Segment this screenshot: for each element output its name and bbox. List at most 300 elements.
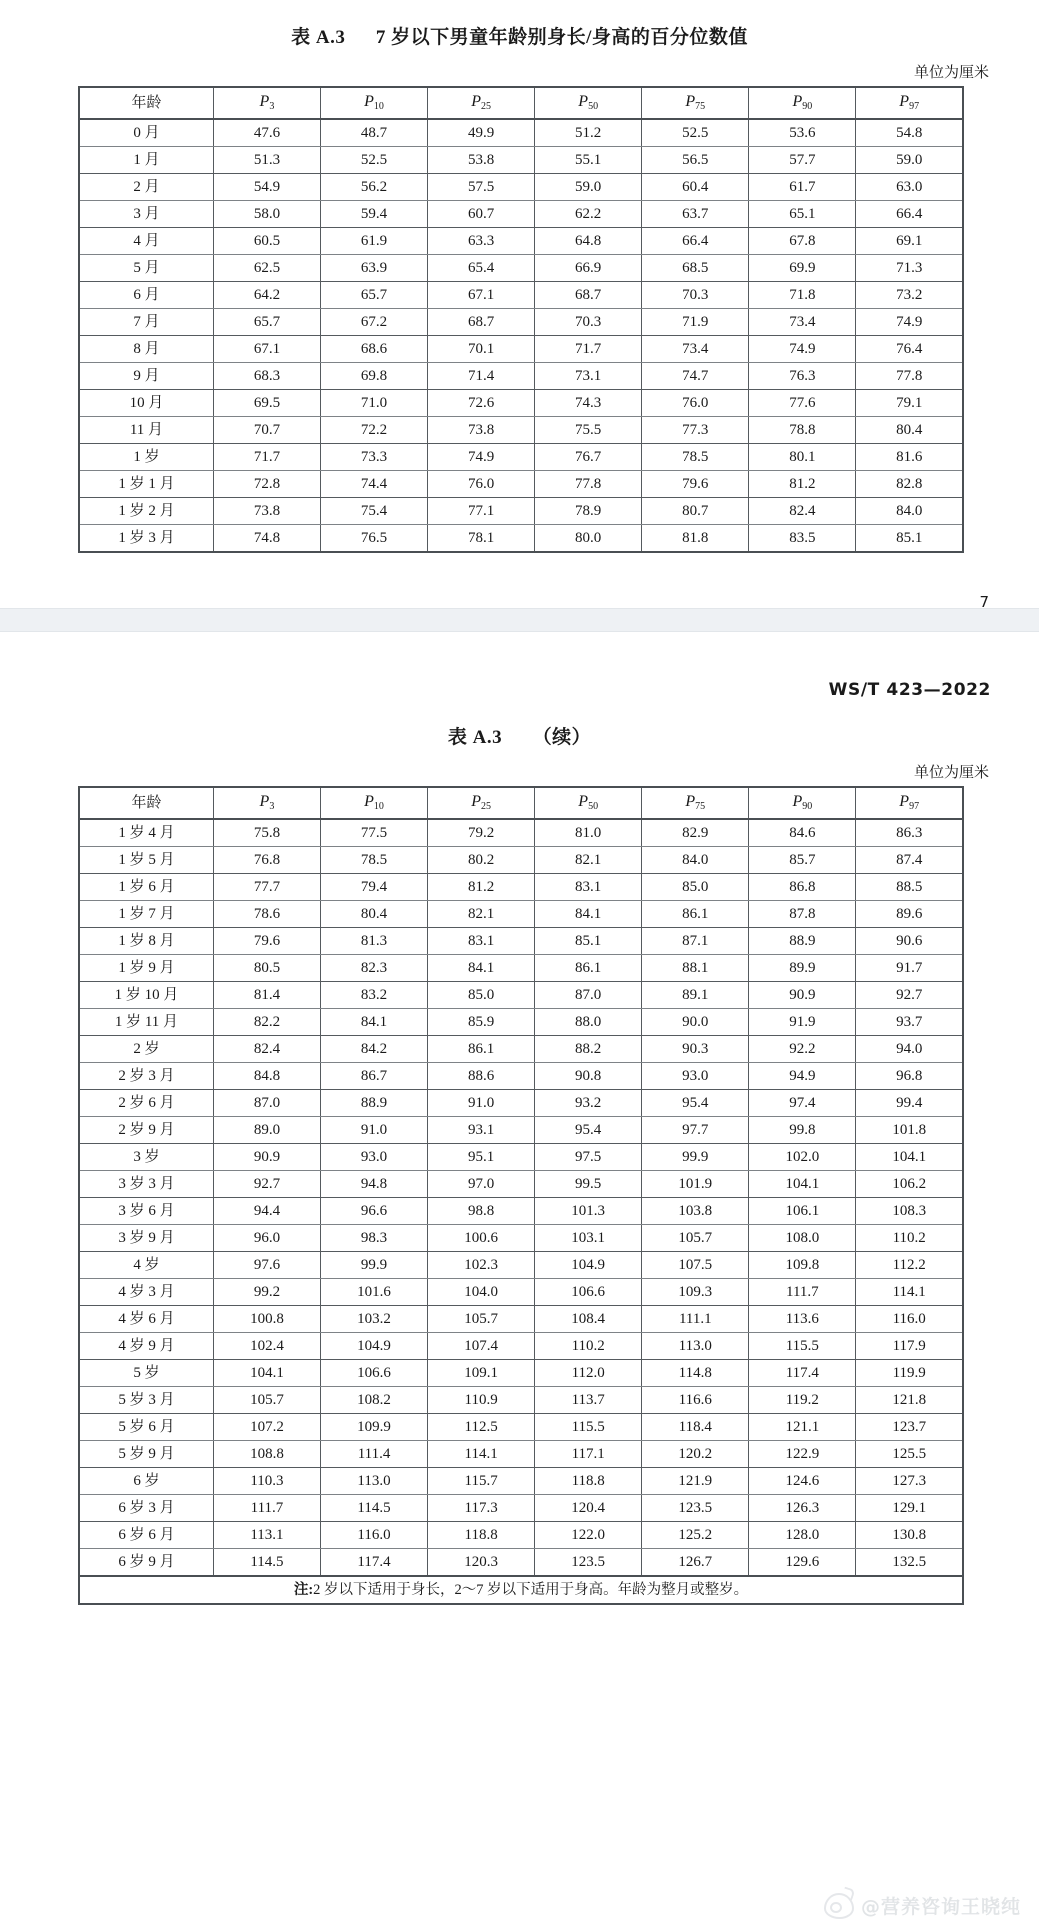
cell-percentile: 130.8 bbox=[856, 1522, 963, 1549]
cell-percentile: 79.6 bbox=[642, 471, 749, 498]
cell-percentile: 63.0 bbox=[856, 174, 963, 201]
cell-percentile: 73.2 bbox=[856, 282, 963, 309]
cell-percentile: 83.2 bbox=[320, 982, 427, 1009]
cell-percentile: 62.2 bbox=[535, 201, 642, 228]
table-row bbox=[79, 1549, 963, 1577]
cell-percentile: 97.7 bbox=[642, 1117, 749, 1144]
cell-percentile: 99.2 bbox=[213, 1279, 320, 1306]
cell-percentile: 78.1 bbox=[428, 525, 535, 553]
column-header-p10: $P_{10}$ bbox=[320, 87, 427, 119]
page2-table-caption: （续） bbox=[532, 727, 592, 748]
p97-subscript: 97 bbox=[909, 101, 920, 112]
cell-percentile: 70.3 bbox=[535, 309, 642, 336]
cell-percentile: 82.9 bbox=[642, 819, 749, 847]
table-row bbox=[79, 1333, 963, 1360]
cell-percentile: 98.3 bbox=[320, 1225, 427, 1252]
cell-percentile: 111.4 bbox=[320, 1441, 427, 1468]
table-row bbox=[79, 1063, 963, 1090]
cell-percentile: 79.6 bbox=[213, 928, 320, 955]
table-row bbox=[79, 174, 963, 201]
cell-percentile: 109.1 bbox=[428, 1360, 535, 1387]
cell-age: 1 岁 8 月 bbox=[79, 928, 213, 955]
table-row bbox=[79, 1144, 963, 1171]
cell-percentile: 78.6 bbox=[213, 901, 320, 928]
cell-age: 2 岁 bbox=[79, 1036, 213, 1063]
cell-percentile: 107.4 bbox=[428, 1333, 535, 1360]
cell-percentile: 128.0 bbox=[749, 1522, 856, 1549]
cell-percentile: 93.1 bbox=[428, 1117, 535, 1144]
cell-percentile: 80.1 bbox=[749, 444, 856, 471]
cell-percentile: 71.9 bbox=[642, 309, 749, 336]
cell-percentile: 74.9 bbox=[856, 309, 963, 336]
cell-percentile: 77.8 bbox=[856, 363, 963, 390]
table-row bbox=[79, 874, 963, 901]
cell-percentile: 68.7 bbox=[535, 282, 642, 309]
cell-percentile: 99.4 bbox=[856, 1090, 963, 1117]
table-row bbox=[79, 228, 963, 255]
p25-subscript: 25 bbox=[480, 101, 491, 112]
cell-percentile: 86.7 bbox=[320, 1063, 427, 1090]
cell-percentile: 60.7 bbox=[428, 201, 535, 228]
column-header-p3: $P_3$ bbox=[213, 87, 320, 119]
cell-percentile: 83.1 bbox=[428, 928, 535, 955]
cell-percentile: 79.1 bbox=[856, 390, 963, 417]
cell-percentile: 90.8 bbox=[535, 1063, 642, 1090]
cell-percentile: 58.0 bbox=[213, 201, 320, 228]
cell-percentile: 69.8 bbox=[320, 363, 427, 390]
column-header-p25: $P_{25}$ bbox=[428, 787, 535, 819]
cell-percentile: 62.5 bbox=[213, 255, 320, 282]
cell-percentile: 68.5 bbox=[642, 255, 749, 282]
standard-number: WS/T 423—2022 bbox=[828, 680, 991, 700]
cell-percentile: 81.8 bbox=[642, 525, 749, 553]
cell-percentile: 81.4 bbox=[213, 982, 320, 1009]
cell-age: 3 岁 3 月 bbox=[79, 1171, 213, 1198]
table-row bbox=[79, 1036, 963, 1063]
cell-percentile: 87.0 bbox=[213, 1090, 320, 1117]
table-row bbox=[79, 119, 963, 147]
cell-percentile: 114.8 bbox=[642, 1360, 749, 1387]
cell-percentile: 88.2 bbox=[535, 1036, 642, 1063]
p50-subscript: 50 bbox=[588, 101, 599, 112]
cell-percentile: 73.8 bbox=[213, 498, 320, 525]
table-row bbox=[79, 1090, 963, 1117]
cell-percentile: 82.8 bbox=[856, 471, 963, 498]
cell-percentile: 51.2 bbox=[535, 119, 642, 147]
watermark bbox=[824, 1892, 1021, 1919]
cell-percentile: 81.3 bbox=[320, 928, 427, 955]
cell-percentile: 69.1 bbox=[856, 228, 963, 255]
column-header-age: 年龄 bbox=[79, 787, 213, 819]
cell-percentile: 76.0 bbox=[428, 471, 535, 498]
cell-percentile: 86.3 bbox=[856, 819, 963, 847]
cell-percentile: 129.6 bbox=[749, 1549, 856, 1577]
cell-percentile: 117.4 bbox=[749, 1360, 856, 1387]
cell-percentile: 93.0 bbox=[320, 1144, 427, 1171]
cell-percentile: 110.2 bbox=[535, 1333, 642, 1360]
cell-percentile: 73.3 bbox=[320, 444, 427, 471]
cell-age: 2 岁 3 月 bbox=[79, 1063, 213, 1090]
cell-percentile: 87.0 bbox=[535, 982, 642, 1009]
cell-percentile: 73.4 bbox=[642, 336, 749, 363]
cell-percentile: 103.8 bbox=[642, 1198, 749, 1225]
cell-percentile: 114.1 bbox=[856, 1279, 963, 1306]
cell-percentile: 105.7 bbox=[642, 1225, 749, 1252]
cell-percentile: 120.3 bbox=[428, 1549, 535, 1577]
cell-age: 6 月 bbox=[79, 282, 213, 309]
cell-percentile: 57.7 bbox=[749, 147, 856, 174]
cell-percentile: 77.6 bbox=[749, 390, 856, 417]
p3-subscript: 3 bbox=[269, 101, 275, 112]
cell-percentile: 80.4 bbox=[320, 901, 427, 928]
cell-percentile: 74.9 bbox=[749, 336, 856, 363]
cell-percentile: 72.6 bbox=[428, 390, 535, 417]
table-row bbox=[79, 1171, 963, 1198]
cell-percentile: 108.2 bbox=[320, 1387, 427, 1414]
table-note-row bbox=[79, 1576, 963, 1604]
cell-percentile: 63.7 bbox=[642, 201, 749, 228]
cell-percentile: 77.3 bbox=[642, 417, 749, 444]
cell-percentile: 94.8 bbox=[320, 1171, 427, 1198]
cell-percentile: 84.8 bbox=[213, 1063, 320, 1090]
page2-table-foot bbox=[79, 1576, 963, 1604]
cell-percentile: 88.6 bbox=[428, 1063, 535, 1090]
cell-percentile: 68.7 bbox=[428, 309, 535, 336]
cell-age: 2 月 bbox=[79, 174, 213, 201]
cell-percentile: 78.5 bbox=[320, 847, 427, 874]
cell-percentile: 77.7 bbox=[213, 874, 320, 901]
cell-percentile: 76.3 bbox=[749, 363, 856, 390]
cell-percentile: 91.9 bbox=[749, 1009, 856, 1036]
cell-age: 5 岁 9 月 bbox=[79, 1441, 213, 1468]
cell-percentile: 116.0 bbox=[856, 1306, 963, 1333]
column-header-p3: $P_3$ bbox=[213, 787, 320, 819]
cell-percentile: 70.3 bbox=[642, 282, 749, 309]
cell-age: 5 岁 bbox=[79, 1360, 213, 1387]
cell-percentile: 111.7 bbox=[213, 1495, 320, 1522]
column-header-p50: $P_{50}$ bbox=[535, 87, 642, 119]
cell-age: 1 岁 6 月 bbox=[79, 874, 213, 901]
cell-age: 1 岁 1 月 bbox=[79, 471, 213, 498]
cell-percentile: 72.8 bbox=[213, 471, 320, 498]
table-row bbox=[79, 525, 963, 553]
cell-percentile: 68.3 bbox=[213, 363, 320, 390]
cell-percentile: 110.2 bbox=[856, 1225, 963, 1252]
cell-age: 3 岁 bbox=[79, 1144, 213, 1171]
cell-percentile: 88.9 bbox=[320, 1090, 427, 1117]
cell-percentile: 109.8 bbox=[749, 1252, 856, 1279]
cell-percentile: 104.9 bbox=[320, 1333, 427, 1360]
cell-percentile: 71.0 bbox=[320, 390, 427, 417]
cell-percentile: 60.5 bbox=[213, 228, 320, 255]
cell-percentile: 97.6 bbox=[213, 1252, 320, 1279]
p10-subscript: 10 bbox=[373, 801, 384, 812]
cell-age: 3 岁 6 月 bbox=[79, 1198, 213, 1225]
table-row bbox=[79, 282, 963, 309]
cell-percentile: 89.1 bbox=[642, 982, 749, 1009]
cell-age: 6 岁 9 月 bbox=[79, 1549, 213, 1577]
cell-percentile: 76.0 bbox=[642, 390, 749, 417]
cell-percentile: 82.4 bbox=[213, 1036, 320, 1063]
table-row bbox=[79, 928, 963, 955]
cell-percentile: 63.3 bbox=[428, 228, 535, 255]
table-row bbox=[79, 1225, 963, 1252]
cell-percentile: 99.5 bbox=[535, 1171, 642, 1198]
cell-percentile: 113.0 bbox=[642, 1333, 749, 1360]
cell-percentile: 87.1 bbox=[642, 928, 749, 955]
cell-percentile: 74.4 bbox=[320, 471, 427, 498]
cell-percentile: 120.2 bbox=[642, 1441, 749, 1468]
cell-age: 6 岁 6 月 bbox=[79, 1522, 213, 1549]
cell-age: 4 岁 3 月 bbox=[79, 1279, 213, 1306]
cell-percentile: 114.5 bbox=[320, 1495, 427, 1522]
cell-percentile: 75.8 bbox=[213, 819, 320, 847]
cell-age: 7 月 bbox=[79, 309, 213, 336]
cell-percentile: 93.2 bbox=[535, 1090, 642, 1117]
p75-subscript: 75 bbox=[695, 801, 706, 812]
table-row bbox=[79, 1009, 963, 1036]
cell-age: 10 月 bbox=[79, 390, 213, 417]
cell-percentile: 104.1 bbox=[749, 1171, 856, 1198]
cell-percentile: 70.7 bbox=[213, 417, 320, 444]
cell-percentile: 74.7 bbox=[642, 363, 749, 390]
page1-table-label: 表 A.3 bbox=[291, 27, 346, 48]
cell-percentile: 85.0 bbox=[428, 982, 535, 1009]
cell-percentile: 117.1 bbox=[535, 1441, 642, 1468]
cell-percentile: 69.9 bbox=[749, 255, 856, 282]
cell-percentile: 78.5 bbox=[642, 444, 749, 471]
cell-percentile: 77.1 bbox=[428, 498, 535, 525]
cell-percentile: 86.8 bbox=[749, 874, 856, 901]
cell-percentile: 94.0 bbox=[856, 1036, 963, 1063]
p75-subscript: 75 bbox=[695, 101, 706, 112]
p90-subscript: 90 bbox=[802, 101, 813, 112]
cell-percentile: 104.1 bbox=[213, 1360, 320, 1387]
cell-percentile: 98.8 bbox=[428, 1198, 535, 1225]
cell-percentile: 107.2 bbox=[213, 1414, 320, 1441]
cell-percentile: 75.5 bbox=[535, 417, 642, 444]
cell-percentile: 82.1 bbox=[535, 847, 642, 874]
cell-percentile: 115.5 bbox=[749, 1333, 856, 1360]
cell-percentile: 94.4 bbox=[213, 1198, 320, 1225]
cell-percentile: 125.2 bbox=[642, 1522, 749, 1549]
cell-percentile: 84.0 bbox=[642, 847, 749, 874]
cell-percentile: 97.5 bbox=[535, 1144, 642, 1171]
cell-percentile: 90.6 bbox=[856, 928, 963, 955]
cell-percentile: 48.7 bbox=[320, 119, 427, 147]
cell-percentile: 81.6 bbox=[856, 444, 963, 471]
note-label: 注: bbox=[293, 1582, 314, 1598]
cell-percentile: 85.7 bbox=[749, 847, 856, 874]
cell-percentile: 120.4 bbox=[535, 1495, 642, 1522]
p50-subscript: 50 bbox=[588, 801, 599, 812]
cell-percentile: 96.0 bbox=[213, 1225, 320, 1252]
cell-percentile: 107.5 bbox=[642, 1252, 749, 1279]
p97-subscript: 97 bbox=[909, 801, 920, 812]
cell-percentile: 125.5 bbox=[856, 1441, 963, 1468]
cell-percentile: 55.1 bbox=[535, 147, 642, 174]
cell-percentile: 71.7 bbox=[535, 336, 642, 363]
cell-percentile: 96.8 bbox=[856, 1063, 963, 1090]
cell-age: 1 岁 5 月 bbox=[79, 847, 213, 874]
page1-header-row bbox=[79, 87, 963, 119]
cell-percentile: 110.9 bbox=[428, 1387, 535, 1414]
cell-percentile: 111.7 bbox=[749, 1279, 856, 1306]
cell-percentile: 53.6 bbox=[749, 119, 856, 147]
cell-percentile: 114.1 bbox=[428, 1441, 535, 1468]
cell-percentile: 104.1 bbox=[856, 1144, 963, 1171]
table-row bbox=[79, 1414, 963, 1441]
cell-percentile: 80.2 bbox=[428, 847, 535, 874]
cell-percentile: 91.7 bbox=[856, 955, 963, 982]
page2-table-head bbox=[79, 787, 963, 819]
cell-percentile: 80.5 bbox=[213, 955, 320, 982]
cell-percentile: 65.7 bbox=[320, 282, 427, 309]
cell-percentile: 77.8 bbox=[535, 471, 642, 498]
table-row bbox=[79, 982, 963, 1009]
cell-percentile: 53.8 bbox=[428, 147, 535, 174]
cell-percentile: 80.7 bbox=[642, 498, 749, 525]
cell-percentile: 67.8 bbox=[749, 228, 856, 255]
cell-age: 0 月 bbox=[79, 119, 213, 147]
cell-percentile: 83.5 bbox=[749, 525, 856, 553]
column-header-p97: $P_{97}$ bbox=[856, 87, 963, 119]
cell-age: 1 岁 3 月 bbox=[79, 525, 213, 553]
cell-age: 5 岁 3 月 bbox=[79, 1387, 213, 1414]
cell-percentile: 56.2 bbox=[320, 174, 427, 201]
cell-age: 5 岁 6 月 bbox=[79, 1414, 213, 1441]
cell-percentile: 86.1 bbox=[642, 901, 749, 928]
page1-percentile-table bbox=[78, 86, 964, 553]
cell-percentile: 82.1 bbox=[428, 901, 535, 928]
cell-percentile: 115.5 bbox=[535, 1414, 642, 1441]
cell-age: 8 月 bbox=[79, 336, 213, 363]
cell-percentile: 91.0 bbox=[320, 1117, 427, 1144]
cell-age: 3 岁 9 月 bbox=[79, 1225, 213, 1252]
cell-percentile: 72.2 bbox=[320, 417, 427, 444]
cell-percentile: 49.9 bbox=[428, 119, 535, 147]
cell-percentile: 88.1 bbox=[642, 955, 749, 982]
cell-percentile: 99.8 bbox=[749, 1117, 856, 1144]
cell-percentile: 109.3 bbox=[642, 1279, 749, 1306]
cell-percentile: 81.2 bbox=[749, 471, 856, 498]
cell-percentile: 85.1 bbox=[856, 525, 963, 553]
cell-percentile: 71.8 bbox=[749, 282, 856, 309]
cell-age: 4 岁 bbox=[79, 1252, 213, 1279]
cell-percentile: 124.6 bbox=[749, 1468, 856, 1495]
cell-percentile: 114.5 bbox=[213, 1549, 320, 1577]
cell-percentile: 105.7 bbox=[213, 1387, 320, 1414]
cell-percentile: 97.4 bbox=[749, 1090, 856, 1117]
page-number: 7 bbox=[979, 593, 989, 611]
table-row bbox=[79, 1306, 963, 1333]
cell-percentile: 102.0 bbox=[749, 1144, 856, 1171]
cell-age: 1 岁 7 月 bbox=[79, 901, 213, 928]
p90-subscript: 90 bbox=[802, 801, 813, 812]
cell-percentile: 117.3 bbox=[428, 1495, 535, 1522]
cell-percentile: 112.2 bbox=[856, 1252, 963, 1279]
cell-percentile: 82.4 bbox=[749, 498, 856, 525]
cell-percentile: 71.4 bbox=[428, 363, 535, 390]
table-row bbox=[79, 444, 963, 471]
cell-percentile: 87.8 bbox=[749, 901, 856, 928]
cell-percentile: 95.4 bbox=[535, 1117, 642, 1144]
column-header-p90: $P_{90}$ bbox=[749, 87, 856, 119]
cell-percentile: 73.4 bbox=[749, 309, 856, 336]
page1-unit-note: 单位为厘米 bbox=[913, 65, 989, 81]
cell-percentile: 99.9 bbox=[320, 1252, 427, 1279]
table-row bbox=[79, 1198, 963, 1225]
cell-percentile: 121.8 bbox=[856, 1387, 963, 1414]
table-row bbox=[79, 1441, 963, 1468]
p10-subscript: 10 bbox=[373, 101, 384, 112]
cell-age: 4 月 bbox=[79, 228, 213, 255]
cell-age: 2 岁 9 月 bbox=[79, 1117, 213, 1144]
column-header-p75: $P_{75}$ bbox=[642, 87, 749, 119]
cell-percentile: 121.9 bbox=[642, 1468, 749, 1495]
cell-percentile: 108.8 bbox=[213, 1441, 320, 1468]
cell-percentile: 81.2 bbox=[428, 874, 535, 901]
cell-percentile: 104.9 bbox=[535, 1252, 642, 1279]
cell-percentile: 52.5 bbox=[320, 147, 427, 174]
column-header-p10: $P_{10}$ bbox=[320, 787, 427, 819]
cell-percentile: 102.4 bbox=[213, 1333, 320, 1360]
cell-percentile: 100.8 bbox=[213, 1306, 320, 1333]
cell-percentile: 112.0 bbox=[535, 1360, 642, 1387]
cell-percentile: 66.9 bbox=[535, 255, 642, 282]
cell-percentile: 121.1 bbox=[749, 1414, 856, 1441]
cell-percentile: 47.6 bbox=[213, 119, 320, 147]
cell-percentile: 117.9 bbox=[856, 1333, 963, 1360]
p3-subscript: 3 bbox=[269, 801, 275, 812]
table-row bbox=[79, 336, 963, 363]
page2-unit-note: 单位为厘米 bbox=[913, 765, 989, 781]
column-header-p50: $P_{50}$ bbox=[535, 787, 642, 819]
cell-percentile: 84.2 bbox=[320, 1036, 427, 1063]
cell-percentile: 84.1 bbox=[320, 1009, 427, 1036]
page1-table-body bbox=[79, 119, 963, 552]
cell-percentile: 85.0 bbox=[642, 874, 749, 901]
cell-percentile: 67.1 bbox=[213, 336, 320, 363]
cell-percentile: 101.3 bbox=[535, 1198, 642, 1225]
cell-percentile: 76.7 bbox=[535, 444, 642, 471]
page1-table-title bbox=[0, 0, 1039, 51]
table-row bbox=[79, 1387, 963, 1414]
cell-percentile: 101.9 bbox=[642, 1171, 749, 1198]
page1-table-head bbox=[79, 87, 963, 119]
cell-percentile: 126.7 bbox=[642, 1549, 749, 1577]
cell-percentile: 96.6 bbox=[320, 1198, 427, 1225]
cell-percentile: 93.7 bbox=[856, 1009, 963, 1036]
note-text: 2 岁以下适用于身长，2～7 岁以下适用于身高。年龄为整月或整岁。 bbox=[313, 1582, 749, 1598]
cell-percentile: 80.0 bbox=[535, 525, 642, 553]
column-header-p75: $P_{75}$ bbox=[642, 787, 749, 819]
cell-percentile: 90.9 bbox=[749, 982, 856, 1009]
cell-percentile: 84.6 bbox=[749, 819, 856, 847]
cell-percentile: 112.5 bbox=[428, 1414, 535, 1441]
cell-percentile: 100.6 bbox=[428, 1225, 535, 1252]
cell-percentile: 59.0 bbox=[535, 174, 642, 201]
document-page-2 bbox=[0, 632, 1039, 1929]
cell-percentile: 84.1 bbox=[535, 901, 642, 928]
cell-percentile: 78.8 bbox=[749, 417, 856, 444]
cell-age: 6 岁 3 月 bbox=[79, 1495, 213, 1522]
cell-percentile: 65.7 bbox=[213, 309, 320, 336]
cell-percentile: 86.1 bbox=[535, 955, 642, 982]
cell-percentile: 90.3 bbox=[642, 1036, 749, 1063]
cell-age: 1 岁 9 月 bbox=[79, 955, 213, 982]
page2-table-label: 表 A.3 bbox=[447, 727, 503, 748]
